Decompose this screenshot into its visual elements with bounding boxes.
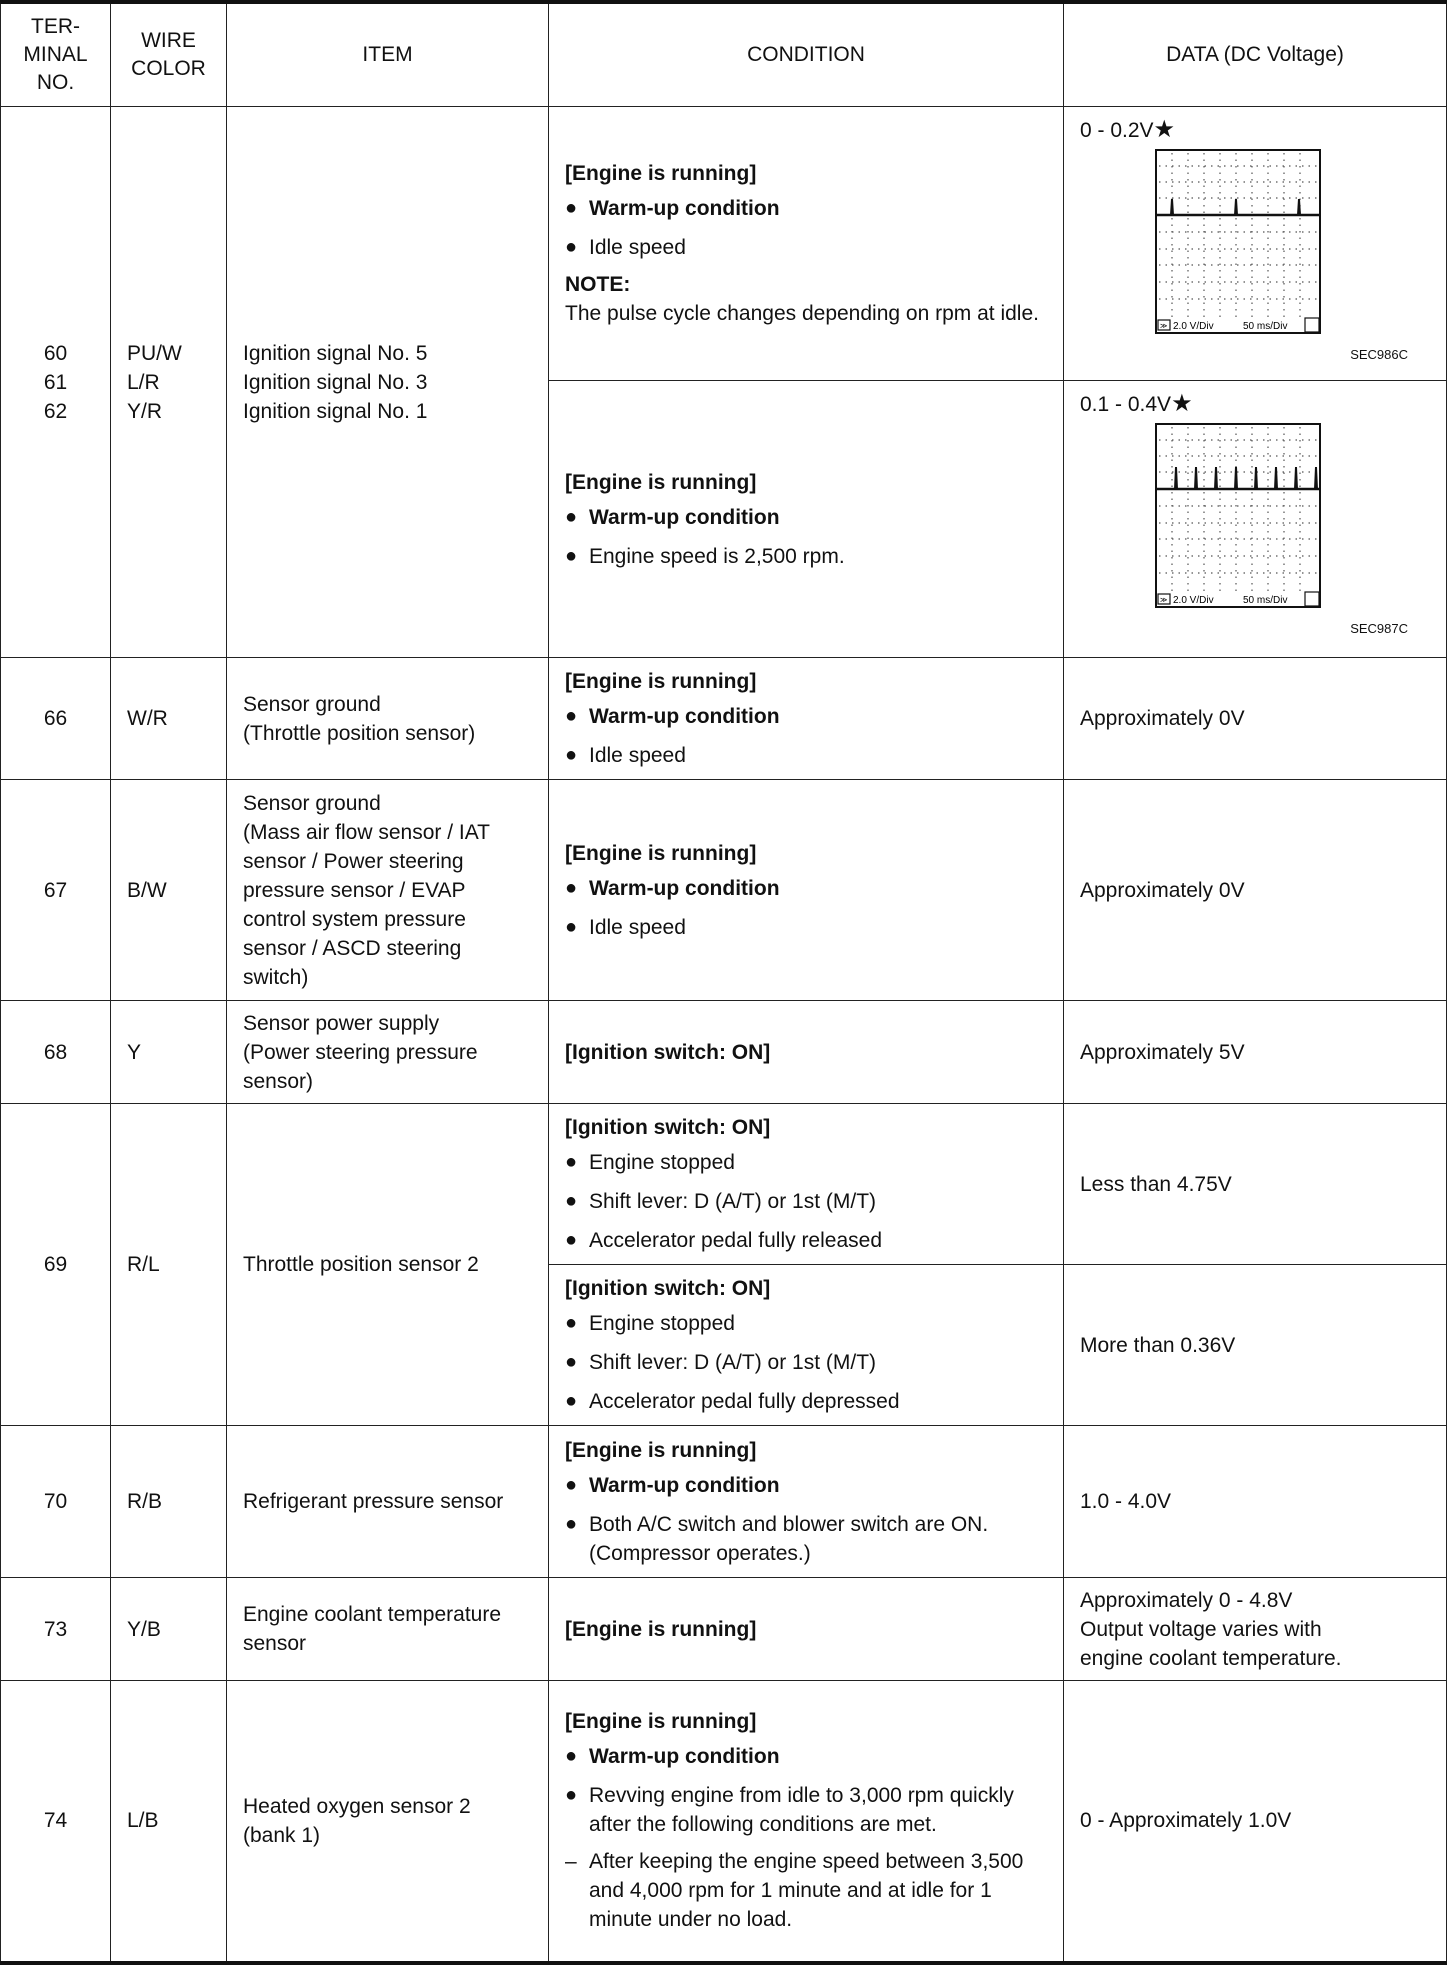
bullet-icon: ● (565, 1390, 578, 1412)
bullet-icon: ● (565, 705, 578, 727)
bullet-icon: ● (565, 1351, 578, 1373)
condition-bullet (565, 1148, 1047, 1177)
terminal-68: 68 (1, 1001, 111, 1104)
wire-68: Y (111, 1001, 227, 1104)
item-cell-73 (227, 1578, 549, 1681)
oscilloscope-waveform-idle (1155, 149, 1321, 334)
data-cell-67: Approximately 0V (1064, 780, 1447, 1001)
terminal-74: 74 (1, 1681, 111, 1963)
data-cell-68: Approximately 5V (1064, 1001, 1447, 1104)
data-cell-74: 0 - Approximately 1.0V (1064, 1681, 1447, 1963)
header-condition: CONDITION (549, 2, 1064, 107)
item-cell-68 (227, 1001, 549, 1104)
item-line: (Throttle position sensor) (243, 721, 476, 745)
bullet-text: Warm-up condition (589, 876, 780, 900)
dash-icon: – (565, 1850, 577, 1874)
table-row-66 (1, 658, 1447, 780)
table-row-70 (1, 1426, 1447, 1578)
table-row-68 (1, 1001, 1447, 1104)
condition-heading: [Ignition switch: ON] (565, 1116, 771, 1139)
item-cell-67 (227, 780, 549, 1001)
item-line: switch) (243, 965, 309, 989)
table-row-60-a (1, 107, 1447, 381)
item-line: pressure sensor / EVAP (243, 878, 466, 902)
bullet-icon: ● (565, 236, 578, 258)
bullet-icon: ● (565, 1784, 578, 1807)
condition-bullet (565, 1471, 1047, 1500)
item-60: Ignition signal No. 5 (243, 341, 428, 365)
bullet-text: Both A/C switch and blower switch are ON. (Compressor operates.) (589, 1512, 989, 1565)
data-cell-69-depressed: More than 0.36V (1064, 1265, 1447, 1426)
data-line: Output voltage varies with (1080, 1617, 1322, 1641)
condition-cell-73 (549, 1578, 1064, 1681)
condition-cell-68 (549, 1001, 1064, 1104)
condition-bullet (565, 1187, 1047, 1216)
item-line: Heated oxygen sensor 2 (243, 1794, 471, 1818)
data-line: Approximately 0 - 4.8V (1080, 1588, 1293, 1612)
item-cell-70: Refrigerant pressure sensor (227, 1426, 549, 1578)
condition-bullet (565, 542, 1047, 571)
data-value (1080, 389, 1430, 419)
table-row-67 (1, 780, 1447, 1001)
header-terminal-line1: TER- (31, 15, 80, 38)
voltage-range: 0.1 - 0.4V (1080, 393, 1172, 416)
scope-time-div: 50 ms/Div (1243, 321, 1288, 332)
voltage-range: 0 - 0.2V (1080, 119, 1154, 142)
terminal-cell-60-62 (1, 107, 111, 658)
condition-heading: [Engine is running] (565, 670, 757, 693)
item-line: Sensor ground (243, 791, 381, 815)
bullet-text: Warm-up condition (589, 705, 780, 728)
data-line: engine coolant temperature. (1080, 1646, 1342, 1670)
condition-bullet (565, 741, 1047, 770)
data-value (1080, 115, 1430, 145)
table-row-74 (1, 1681, 1447, 1963)
bullet-icon: ● (565, 197, 578, 219)
bullet-text: Warm-up condition (589, 197, 780, 220)
svg-text:≫: ≫ (1160, 323, 1168, 330)
bullet-text: Warm-up condition (589, 505, 780, 529)
bullet-icon: ● (565, 1151, 578, 1173)
figure-code: SEC987C (1350, 621, 1408, 636)
bullet-icon: ● (565, 505, 578, 528)
item-line: (bank 1) (243, 1823, 321, 1847)
bullet-text: Idle speed (589, 744, 686, 767)
scope-time-div: 50 ms/Div (1243, 595, 1288, 606)
note-text: The pulse cycle changes depending on rpm at idle. (565, 302, 1039, 325)
bullet-icon: ● (565, 1473, 578, 1496)
terminal-66: 66 (1, 658, 111, 780)
subitem-text: After keeping the engine speed between 3,500 and 4,000 rpm for 1 minute and at idle for 1 minute under no load. (589, 1850, 1024, 1932)
bullet-text: Idle speed (589, 915, 686, 939)
wire-61: L/R (127, 370, 160, 394)
bullet-text: Revving engine from idle to 3,000 rpm quickly after the following conditions are met. (589, 1784, 1014, 1837)
bullet-icon: ● (565, 1312, 578, 1334)
header-terminal-line2: MINAL (23, 43, 88, 66)
item-line: Sensor power supply (243, 1011, 440, 1035)
data-cell-69-released: Less than 4.75V (1064, 1104, 1447, 1265)
header-wire-color (111, 2, 227, 107)
item-line: sensor / Power steering (243, 849, 464, 873)
wire-62: Y/R (127, 399, 163, 423)
condition-cell-69-depressed (549, 1265, 1064, 1426)
item-cell-74 (227, 1681, 549, 1963)
condition-heading: [Engine is running] (565, 1438, 757, 1462)
wire-66: W/R (111, 658, 227, 780)
condition-bullet (565, 874, 1047, 903)
header-data: DATA (DC Voltage) (1064, 2, 1447, 107)
condition-heading: [Engine is running] (565, 1710, 757, 1734)
header-terminal-no (1, 2, 111, 107)
condition-cell-66 (549, 658, 1064, 780)
bullet-text: Engine stopped (589, 1312, 735, 1335)
condition-cell-60-idle (549, 107, 1064, 381)
terminal-67: 67 (1, 780, 111, 1001)
terminal-69: 69 (1, 1104, 111, 1426)
header-wire-line1: WIRE (141, 29, 196, 52)
wire-74: L/B (111, 1681, 227, 1963)
item-line: Engine coolant temperature (243, 1603, 501, 1626)
bullet-text: Shift lever: D (A/T) or 1st (M/T) (589, 1190, 877, 1213)
header-row (1, 2, 1447, 107)
condition-heading: [Ignition switch: ON] (565, 1277, 771, 1300)
bullet-icon: ● (565, 915, 578, 938)
condition-heading: [Ignition switch: ON] (565, 1040, 771, 1064)
condition-bullet (565, 702, 1047, 731)
bullet-icon: ● (565, 544, 578, 567)
terminal-61: 61 (43, 370, 68, 394)
item-line: (Mass air flow sensor / IAT (243, 820, 490, 844)
wire-73: Y/B (111, 1578, 227, 1681)
terminal-62: 62 (43, 399, 68, 423)
condition-cell-74 (549, 1681, 1064, 1963)
condition-bullet (565, 1348, 1047, 1377)
header-wire-line2: COLOR (131, 57, 206, 80)
table-row-69-a (1, 1104, 1447, 1265)
data-cell-70: 1.0 - 4.0V (1064, 1426, 1447, 1578)
item-line: sensor / ASCD steering (243, 936, 462, 960)
bullet-icon: ● (565, 744, 578, 766)
bullet-icon: ● (565, 1745, 578, 1768)
condition-heading: [Engine is running] (565, 470, 757, 494)
condition-bullet (565, 1226, 1047, 1255)
item-line: sensor) (243, 1069, 314, 1093)
bullet-text: Accelerator pedal fully depressed (589, 1390, 900, 1413)
condition-cell-67 (549, 780, 1064, 1001)
condition-cell-70 (549, 1426, 1064, 1578)
condition-subitem (565, 1847, 1047, 1934)
condition-bullet (565, 233, 1047, 262)
data-cell-66: Approximately 0V (1064, 658, 1447, 780)
condition-cell-69-released (549, 1104, 1064, 1265)
item-line: sensor (243, 1632, 307, 1655)
condition-heading: [Engine is running] (565, 841, 757, 865)
star-icon: ★ (1171, 390, 1193, 417)
bullet-text: Warm-up condition (589, 1745, 780, 1769)
data-cell-60-idle (1064, 107, 1447, 381)
star-icon: ★ (1153, 116, 1176, 143)
condition-bullet (565, 1742, 1047, 1771)
condition-bullet (565, 913, 1047, 942)
svg-text:≫: ≫ (1160, 597, 1168, 604)
wire-67: B/W (111, 780, 227, 1001)
terminal-60: 60 (43, 341, 68, 365)
wire-69: R/L (111, 1104, 227, 1426)
bullet-icon: ● (565, 1512, 578, 1535)
scope-volt-div: 2.0 V/Div (1173, 321, 1214, 332)
item-62: Ignition signal No. 1 (243, 399, 428, 423)
bullet-icon: ● (565, 1190, 578, 1212)
data-cell-60-2500 (1064, 381, 1447, 658)
bullet-text: Engine speed is 2,500 rpm. (589, 544, 845, 568)
bullet-text: Warm-up condition (589, 1473, 780, 1497)
condition-bullet (565, 1510, 1047, 1568)
header-item: ITEM (227, 2, 549, 107)
condition-bullet (565, 503, 1047, 532)
condition-heading: [Engine is running] (565, 162, 757, 185)
data-cell-73 (1064, 1578, 1447, 1681)
condition-heading: [Engine is running] (565, 1617, 757, 1641)
oscilloscope-waveform-2500rpm (1155, 423, 1321, 608)
condition-bullet (565, 1781, 1047, 1839)
note-label: NOTE: (565, 273, 631, 296)
figure-code: SEC986C (1350, 347, 1408, 362)
wire-70: R/B (111, 1426, 227, 1578)
terminal-73: 73 (1, 1578, 111, 1681)
item-cell-60-62 (227, 107, 549, 658)
item-61: Ignition signal No. 3 (243, 370, 428, 394)
table-row-73 (1, 1578, 1447, 1681)
condition-bullet (565, 1309, 1047, 1338)
scope-volt-div: 2.0 V/Div (1173, 595, 1214, 606)
item-line: (Power steering pressure (243, 1040, 478, 1064)
condition-bullet (565, 1387, 1047, 1416)
header-terminal-line3: NO. (36, 71, 75, 94)
condition-cell-60-2500 (549, 381, 1064, 658)
bullet-text: Idle speed (589, 236, 686, 259)
bullet-icon: ● (565, 1229, 578, 1251)
terminal-70: 70 (1, 1426, 111, 1578)
bullet-text: Engine stopped (589, 1151, 735, 1174)
item-cell-66 (227, 658, 549, 780)
bullet-icon: ● (565, 876, 578, 899)
item-line: Sensor ground (243, 692, 381, 716)
bullet-text: Shift lever: D (A/T) or 1st (M/T) (589, 1351, 877, 1374)
condition-bullet (565, 194, 1047, 223)
item-line: control system pressure (243, 907, 466, 931)
item-cell-69: Throttle position sensor 2 (227, 1104, 549, 1426)
wire-60: PU/W (127, 341, 182, 365)
wire-cell-60-62 (111, 107, 227, 658)
bullet-text: Accelerator pedal fully released (589, 1229, 882, 1252)
